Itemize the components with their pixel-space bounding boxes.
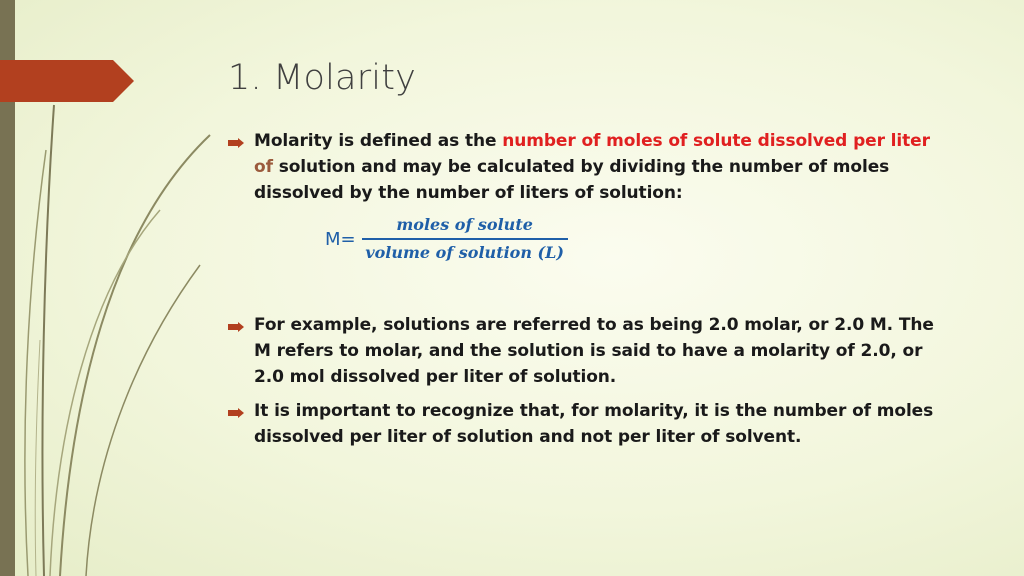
title-accent-tab	[0, 60, 134, 102]
bullet-item	[228, 128, 948, 206]
formula-numerator: moles of solute	[396, 215, 533, 234]
molarity-formula	[325, 214, 568, 264]
bullet-text-post: solution and may be calculated by dividing the number of moles dissolved by the number of liters of solution:	[254, 157, 890, 203]
formula-fraction	[362, 214, 568, 264]
bullet-item	[228, 312, 948, 390]
bullet-text-pre: Molarity is defined as the	[254, 131, 503, 151]
bullet-item	[228, 398, 948, 450]
slide-title: 1. Molarity	[228, 58, 417, 98]
bullet-highlight-of: of	[254, 157, 273, 177]
formula-denominator: volume of solution (L)	[365, 243, 564, 262]
bullet-text: It is important to recognize that, for molarity, it is the number of moles dissolved per liter of solution and not per liter of solvent.	[254, 401, 934, 447]
arrow-bullet-icon	[228, 138, 244, 148]
bullet-text: For example, solutions are referred to as being 2.0 molar, or 2.0 M. The M refers to molar, and the solution is said to have a molarity of 2.0, or 2.0 mol dissolved per liter of solution.	[254, 315, 934, 387]
formula-label: M=	[325, 228, 356, 250]
arrow-bullet-icon	[228, 322, 244, 332]
fraction-line	[362, 238, 568, 240]
arrow-bullet-icon	[228, 408, 244, 418]
bullet-text	[254, 128, 948, 206]
bullet-highlight: number of moles of solute dissolved per liter	[502, 131, 930, 151]
